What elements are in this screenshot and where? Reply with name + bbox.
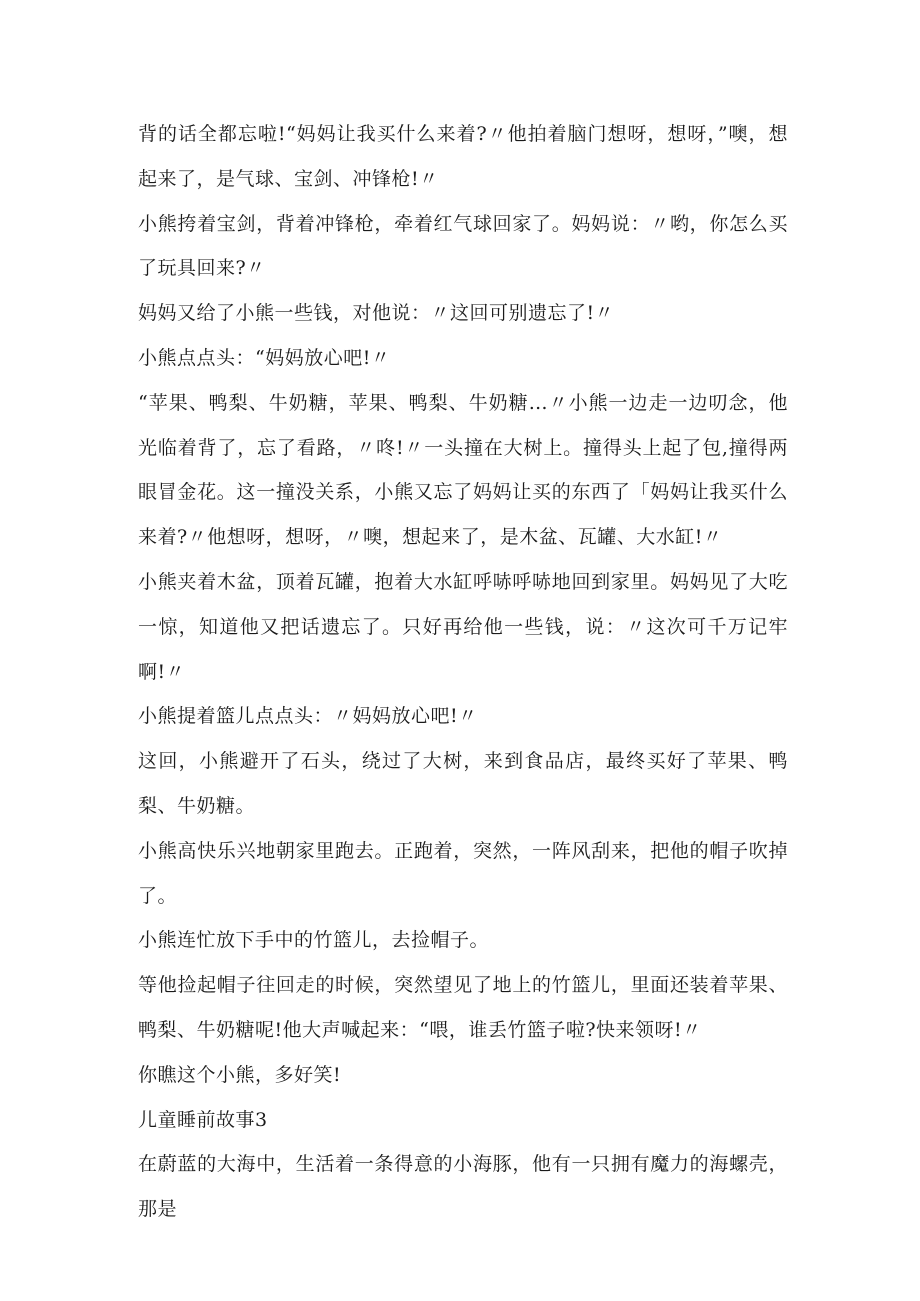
paragraph: 等他捡起帽子往回走的时候，突然望见了地上的竹篮儿，里面还装着苹果、鸭梨、牛奶糖呢!他大声喊起来：“喂，谁丢竹篮子啦?快来领呀!〃 (138, 974, 788, 1041)
paragraph: 小熊挎着宝剑，背着冲锋枪，牵着红气球回家了。妈妈说：〃哟，你怎么买了玩具回来?〃 (138, 212, 788, 280)
paragraph: 小熊高快乐兴地朝家里跑去。正跑着，突然，一阵风刮来，把他的帽子吹掉了。 (138, 839, 788, 907)
paragraph: 这回，小熊避开了石头，绕过了大树，来到食品店，最终买好了苹果、鸭梨、牛奶糖。 (138, 750, 788, 817)
paragraph: 背的话全都忘啦!“妈妈让我买什么来着?〃他拍着脑门想呀，想呀，”噢，想起来了，是气球、宝剑、冲锋枪!〃 (138, 123, 788, 190)
paragraph: 小熊提着篮儿点点头：〃妈妈放心吧!〃 (138, 705, 478, 728)
paragraph: 小熊夹着木盆，顶着瓦罐，抱着大水缸呼哧呼哧地回到家里。妈妈见了大吃一惊，知道他又把话遗忘了。只好再给他一些钱，说：〃这次可千万记牢啊!〃 (138, 570, 788, 683)
story-text (138, 112, 788, 1232)
paragraph: “苹果、鸭梨、牛奶糖，苹果、鸭梨、牛奶糖…〃小熊一边走一边叨念，他光临着背了，忘了看路，〃咚!〃一头撞在大树上。撞得头上起了包,撞得两眼冒金花。这一撞没关系，小熊又忘了妈妈让买的东西了「妈妈让我买什么来着?〃他想呀，想呀，〃噢，想起来了，是木盆、瓦罐、大水缸!〃 (138, 391, 788, 549)
paragraph: 小熊连忙放下手中的竹篮儿，去捡帽子。 (138, 929, 490, 952)
paragraph: 小熊点点头：“妈妈放心吧!〃 (138, 346, 391, 369)
paragraph: 妈妈又给了小熊一些钱，对他说：〃这回可别遗忘了!〃 (138, 302, 615, 325)
paragraph: 你瞧这个小熊，多好笑! (138, 1063, 342, 1086)
section-heading: 儿童睡前故事3 (138, 1108, 268, 1131)
paragraph: 在蔚蓝的大海中，生活着一条得意的小海豚，他有一只拥有魔力的海螺壳，那是 (138, 1153, 788, 1221)
